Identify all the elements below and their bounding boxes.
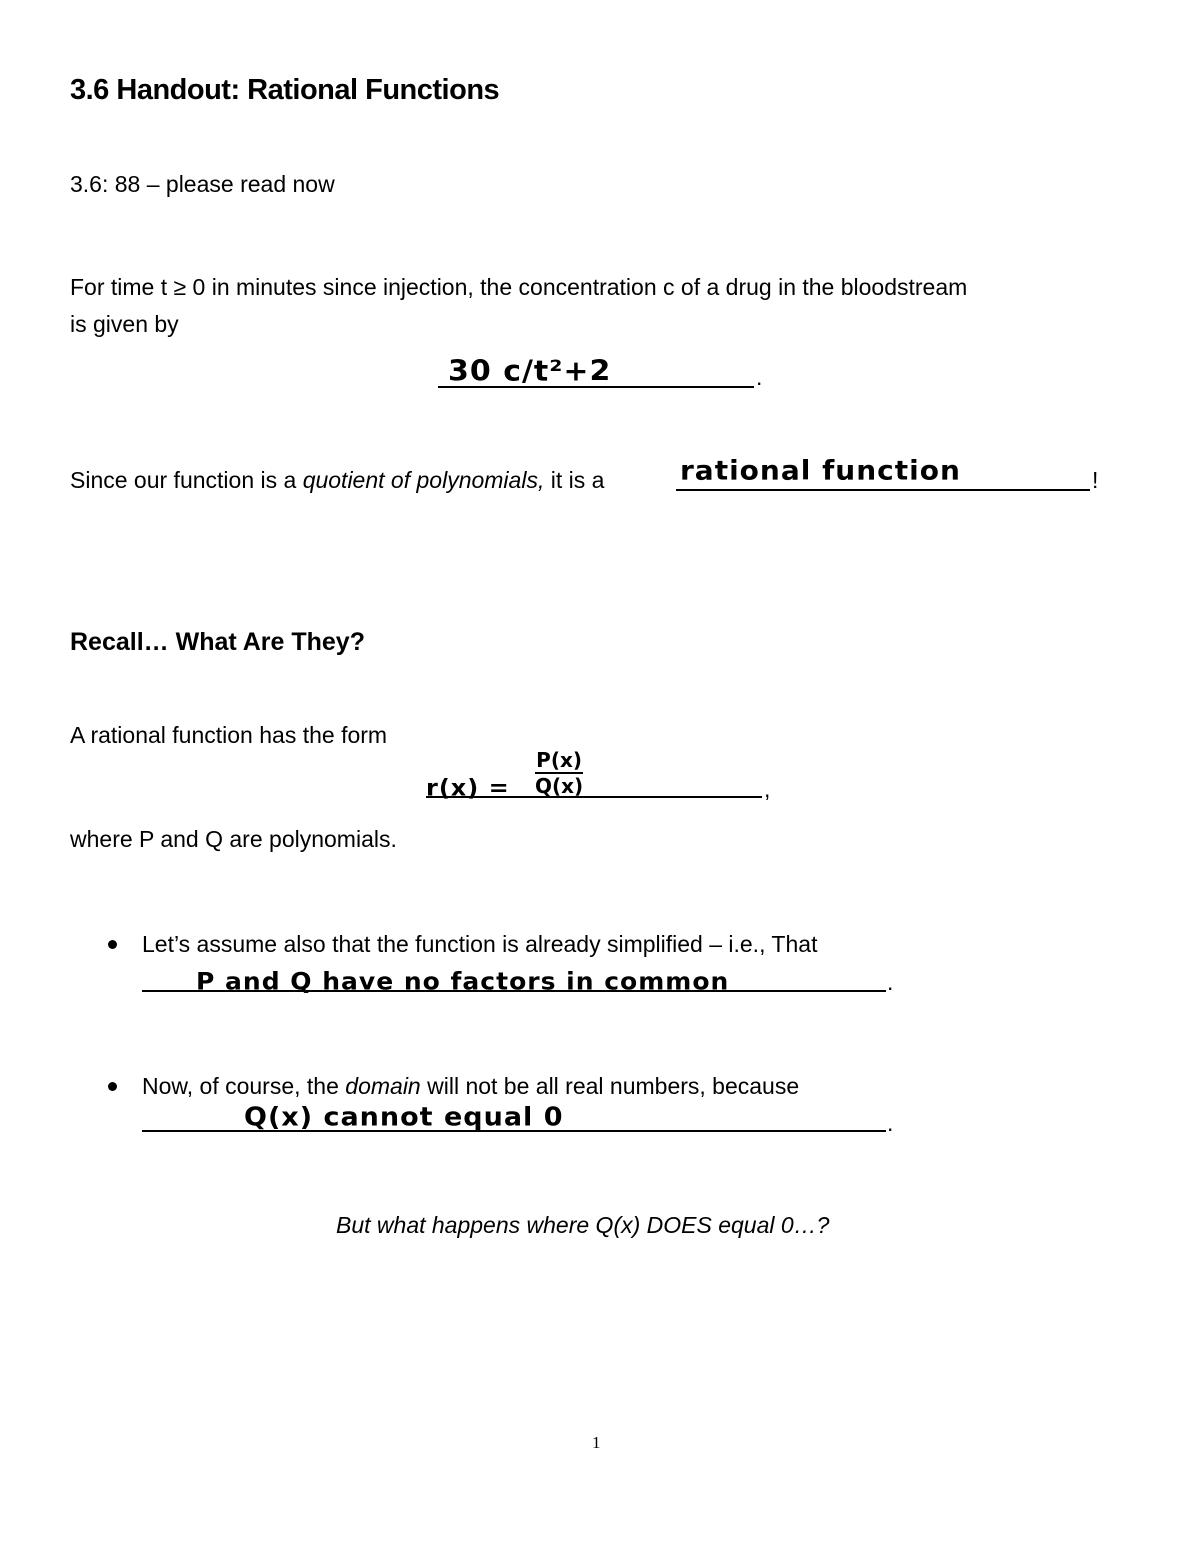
handwritten-no-common-factors: P and Q have no factors in common: [196, 967, 730, 996]
since-blank-line: [676, 489, 1090, 491]
bullet-1-end-punct: .: [887, 969, 894, 995]
since-end-punct: !: [1092, 467, 1099, 493]
handwritten-fraction: [535, 748, 583, 798]
bullet-2-end-punct: .: [887, 1110, 894, 1136]
since-sentence: [70, 467, 604, 494]
handwritten-q-cannot-equal-zero: Q(x) cannot equal 0: [244, 1102, 564, 1133]
bullet-2-blank-line: [142, 1130, 886, 1132]
closing-question: But what happens where Q(x) DOES equal 0…?: [336, 1212, 830, 1238]
fraction-numerator: P(x): [536, 748, 583, 772]
section-heading: Recall… What Are They?: [70, 628, 365, 656]
intro-line-1: For time t ≥ 0 in minutes since injection, the concentration c of a drug in the bloodstream: [70, 274, 968, 300]
form-end-punct: ,: [764, 776, 771, 802]
bullet-1-dot: [108, 940, 117, 949]
bullet-2-text: [142, 1073, 799, 1100]
bullet-1-blank-line: [142, 990, 886, 992]
bullet-1-text: Let’s assume also that the function is already simplified – i.e., That: [142, 931, 818, 957]
bullet-2-emphasis: domain: [345, 1073, 421, 1099]
form-lead: A rational function has the form: [70, 722, 388, 748]
since-before: Since our function is a: [70, 467, 303, 493]
formula-blank-line: [438, 386, 754, 388]
handwritten-form-lhs: r(x) =: [426, 774, 510, 802]
page-number: 1: [592, 1433, 601, 1452]
assignment-line: 3.6: 88 – please read now: [70, 171, 335, 197]
bullet-2-dot: [108, 1082, 117, 1091]
since-after: it is a: [544, 467, 605, 493]
fraction-denominator: Q(x): [535, 774, 584, 798]
handwritten-formula: 30 c/t²+2: [448, 354, 612, 389]
form-where: where P and Q are polynomials.: [70, 826, 397, 852]
since-emphasis: quotient of polynomials,: [302, 467, 545, 493]
handwritten-rational-function: rational function: [680, 454, 961, 487]
form-blank-line: [426, 796, 762, 798]
intro-line-2: is given by: [70, 311, 179, 337]
bullet-2-before: Now, of course, the: [142, 1073, 346, 1099]
bullet-2-after: will not be all real numbers, because: [420, 1073, 800, 1099]
formula-end-punct: .: [756, 364, 763, 390]
page-title: 3.6 Handout: Rational Functions: [70, 74, 500, 106]
